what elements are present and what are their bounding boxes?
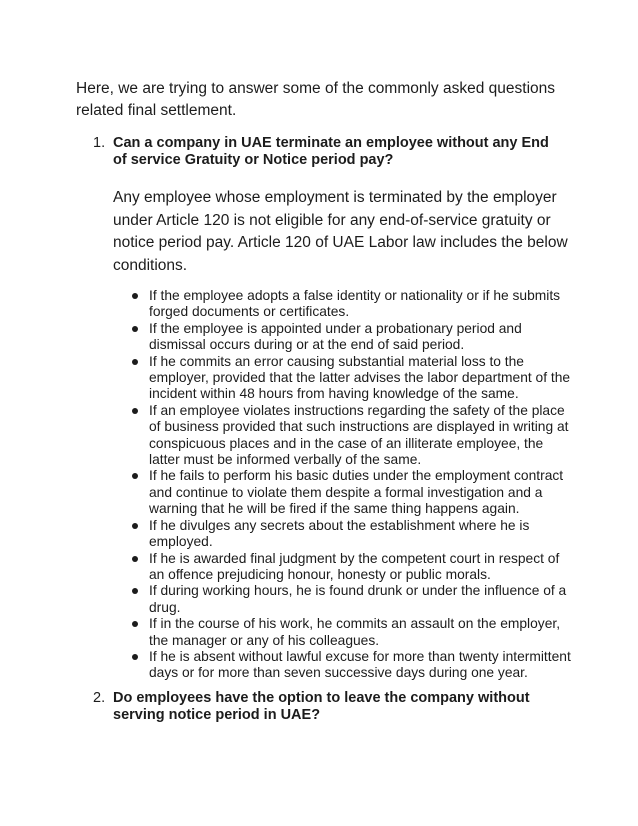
condition-item [149, 551, 573, 584]
bullet-icon [132, 359, 138, 365]
answer-paragraph: Any employee whose employment is terminated by the employer under Article 120 is not eligible for any end-of-service gratuity or notice period pay. Article 120 of UAE Labor law includes the below conditions. [113, 189, 568, 274]
condition-text: If he is absent without lawful excuse for more than twenty intermittent days or for more than seven successive days during one year. [149, 648, 571, 681]
condition-item [149, 468, 573, 517]
bullet-icon [132, 621, 138, 627]
question-number: 2. [93, 689, 106, 706]
condition-text: If he divulges any secrets about the establishment where he is employed. [149, 517, 530, 550]
question-item-2 [93, 689, 583, 724]
condition-text: If during working hours, he is found drunk or under the influence of a drug. [149, 583, 567, 615]
condition-text: If he fails to perform his basic duties under the employment contract and continue to violate them despite a formal investigation and a warning that he will be fired if the same thing happens again. [149, 468, 564, 517]
question-title: Do employees have the option to leave the company without serving notice period in UAE? [113, 689, 530, 723]
condition-item [149, 288, 573, 321]
bullet-icon [132, 326, 138, 332]
bullet-icon [132, 473, 138, 479]
intro-paragraph: Here, we are trying to answer some of the commonly asked questions related final settlement. [76, 80, 556, 119]
question-item-1 [93, 135, 583, 682]
condition-text: If he is awarded final judgment by the competent court in respect of an offence prejudicing honour, honesty or public morals. [149, 550, 560, 582]
question-number: 1. [93, 135, 106, 151]
condition-item [149, 403, 573, 469]
condition-text: If the employee adopts a false identity or nationality or if he submits forged documents or certificates. [149, 288, 561, 320]
bullet-icon [132, 556, 138, 562]
bullet-icon [132, 588, 138, 594]
condition-item [149, 649, 573, 682]
conditions-list [113, 288, 583, 682]
condition-item [149, 354, 573, 403]
condition-item [149, 518, 573, 551]
question-title: Can a company in UAE terminate an employee without any End of service Gratuity or Notice period pay? [113, 135, 549, 168]
question-list [0, 135, 638, 724]
bullet-icon [132, 293, 138, 299]
condition-text: If he commits an error causing substantial material loss to the employer, provided that the latter advises the labor department of the incident within 48 hours from having knowledge of the same. [149, 353, 571, 402]
condition-item [149, 583, 573, 616]
condition-text: If in the course of his work, he commits an assault on the employer, the manager or any of his colleagues. [149, 616, 561, 648]
condition-item [149, 321, 573, 354]
condition-text: If an employee violates instructions regarding the safety of the place of business provided that such instructions are displayed in writing at conspicuous places and in the case of an illiterate employee, the latter must be informed verbally of the same. [149, 402, 569, 468]
bullet-icon [132, 654, 138, 660]
bullet-icon [132, 523, 138, 529]
bullet-icon [132, 408, 138, 414]
condition-text: If the employee is appointed under a probationary period and dismissal occurs during or at the end of said period. [149, 320, 522, 353]
condition-item [149, 616, 573, 649]
